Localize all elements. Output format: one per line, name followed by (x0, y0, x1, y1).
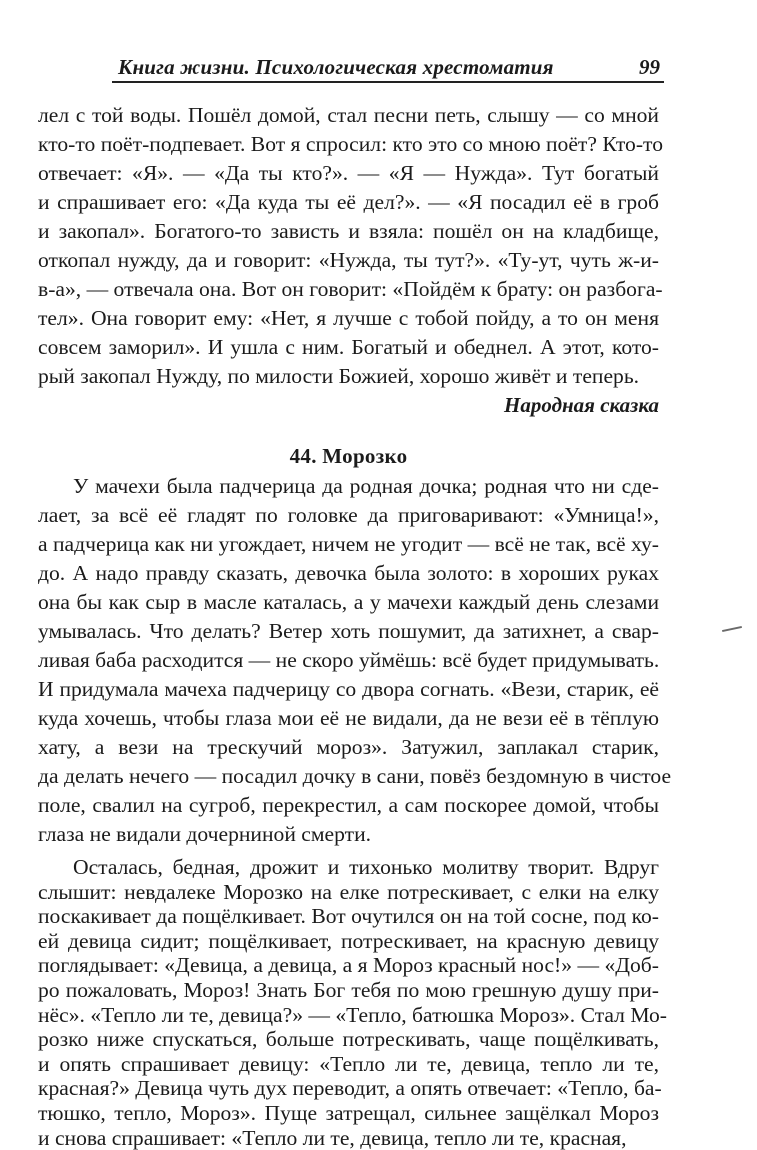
running-header (112, 51, 664, 83)
text-line: нёс». «Тепло ли те, девица?» — «Тепло, батюшка Мороз». Стал Мо- (38, 1002, 668, 1027)
tale-attribution: Народная сказка (504, 393, 659, 417)
text-line: и спрашивает его: «Да куда ты её дел?». — «Я посадил её в гроб (38, 190, 659, 214)
text-line: ливая баба расходится — не скоро уймёшь: всё будет придумывать. (38, 648, 660, 672)
text-line: да делать нечего — посадил дочку в сани, повёз бездомную в чистое (38, 764, 672, 788)
text-line: глаза не видали дочерниной смерти. (38, 822, 372, 846)
page-number: 99 (639, 55, 660, 79)
text-line: кто-то поёт-подпевает. Вот я спросил: кто это со мною поёт? Кто-то (38, 132, 663, 156)
text-line: ей девица сидит; пощёлкивает, потрескивает, на красную девицу (38, 928, 659, 953)
text-line: поле, свалил на сугроб, перекрестил, а сам поскорее домой, чтобы (38, 793, 659, 817)
text-line: куда хочешь, чтобы глаза мои её не видали, да не вези её в тёплую (38, 706, 659, 730)
text-line: отвечает: «Я». — «Да ты кто?». — «Я — Нужда». Тут богатый (38, 161, 659, 185)
text-line: И придумала мачеха падчерицу со двора согнать. «Вези, старик, её (38, 677, 659, 701)
text-line: Осталась, бедная, дрожит и тихонько молитву творит. Вдруг (73, 855, 659, 879)
text-line: розко ниже спускаться, больше потрескивать, чаще пощёлкивать, (38, 1027, 659, 1052)
text-line: а падчерица как ни угождает, ничем не угодит — всё не так, всё ху- (38, 532, 659, 556)
text-line: поскакивает да пощёлкивает. Вот очутился он на той сосне, под ко- (38, 904, 659, 929)
text-line: совсем заморил». И ушла с ним. Богатый и обеднел. А этот, кото- (38, 335, 659, 359)
text-line: и снова спрашивает: «Тепло ли те, девица, тепло ли те, красная, (38, 1125, 627, 1150)
text-line: рый закопал Нужду, по милости Божией, хорошо живёт и теперь. (38, 364, 640, 388)
text-line: поглядывает: «Девица, а девица, а я Мороз красный нос!» — «Доб- (38, 953, 659, 978)
text-line: красная?» Девица чуть дух переводит, а опять отвечает: «Тепло, ба- (38, 1076, 662, 1101)
margin-pencil-mark (722, 626, 742, 632)
text-line: она бы как сыр в масле каталась, а у мачехи каждый день слезами (38, 590, 659, 614)
text-line: умывалась. Что делать? Ветер хоть пошумит, да затихнет, а свар- (38, 619, 659, 643)
text-line: ро пожаловать, Мороз! Знать Бог тебя по мою грешную душу при- (38, 978, 659, 1002)
text-line: У мачехи была падчерица да родная дочка; родная что ни сде- (73, 474, 659, 498)
text-line: хату, а вези на трескучий мороз». Затужил, заплакал старик, (38, 735, 659, 759)
text-line: лает, за всё её гладят по головке да приговаривают: «Умница!», (38, 503, 659, 527)
text-line: в-а», — отвечала она. Вот он говорит: «Пойдём к брату: он разбога- (38, 277, 663, 301)
text-line: слышит: невдалеке Морозко на елке потрескивает, с елки на елку (38, 879, 659, 904)
text-line: откопал нужду, да и говорит: «Нужда, ты тут?». «Ту-ут, чуть ж-и- (38, 248, 659, 272)
text-line: тюшко, тепло, Мороз». Пуще затрещал, сильнее защёлкал Мороз (38, 1101, 659, 1125)
text-line: и опять спрашивает девицу: «Тепло ли те, девица, тепло ли те, (38, 1051, 659, 1076)
section-title: 44. Морозко (289, 444, 408, 468)
text-line: до. А надо правду сказать, девочка была золото: в хороших руках (38, 561, 659, 585)
text-line: лел с той воды. Пошёл домой, стал песни петь, слышу — со мной (38, 103, 659, 127)
text-line: и закопал». Богатого-то зависть и взяла: пошёл он на кладбище, (38, 219, 659, 243)
text-line: тел». Она говорит ему: «Нет, я лучше с тобой пойду, а то он меня (38, 306, 659, 330)
running-title: Книга жизни. Психологическая хрестоматия (118, 55, 554, 79)
